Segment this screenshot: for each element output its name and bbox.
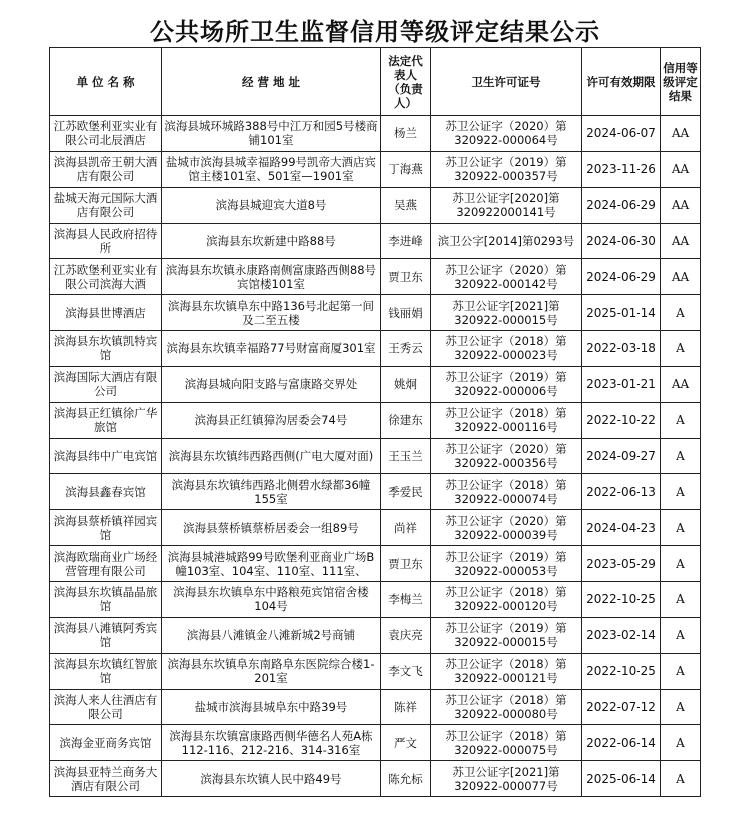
cell-unit: 江苏欧堡利亚实业有限公司滨海大酒 xyxy=(50,259,162,295)
header-unit-name: 单 位 名 称 xyxy=(50,48,162,116)
cell-address: 滨海县东坎镇人民中路49号 xyxy=(162,761,381,797)
cell-valid: 2022-10-25 xyxy=(582,653,661,689)
cell-grade: A xyxy=(661,438,701,474)
header-credit-grade: 信用等级评定结果 xyxy=(661,48,701,116)
cell-license: 苏卫公证字（2020）第320922-000064号 xyxy=(431,116,582,152)
cell-unit: 滨海欧瑞商业广场经营管理有限公司 xyxy=(50,546,162,582)
cell-address: 盐城市滨海县城阜东中路39号 xyxy=(162,689,381,725)
cell-grade: AA xyxy=(661,187,701,223)
page-title: 公共场所卫生监督信用等级评定结果公示 xyxy=(150,18,600,46)
table-row xyxy=(50,689,701,725)
cell-address: 滨海县城迎宾大道8号 xyxy=(162,187,381,223)
cell-grade: A xyxy=(661,581,701,617)
cell-unit: 滨海县蔡桥镇祥园宾馆 xyxy=(50,510,162,546)
cell-rep: 尚祥 xyxy=(381,510,431,546)
cell-valid: 2023-02-14 xyxy=(582,617,661,653)
cell-rep: 杨兰 xyxy=(381,116,431,152)
cell-rep: 陈允标 xyxy=(381,761,431,797)
cell-address: 滨海县八滩镇金八滩新城2号商铺 xyxy=(162,617,381,653)
cell-valid: 2022-06-14 xyxy=(582,725,661,761)
cell-valid: 2023-01-21 xyxy=(582,366,661,402)
cell-unit: 滨海金亚商务宾馆 xyxy=(50,725,162,761)
cell-license: 滨卫公字[2014]第0293号 xyxy=(431,223,582,259)
cell-grade: A xyxy=(661,725,701,761)
table-row xyxy=(50,187,701,223)
cell-address: 滨海县东坎新建中路88号 xyxy=(162,223,381,259)
cell-license: 苏卫公证字（2019）第320922-000015号 xyxy=(431,617,582,653)
cell-rep: 陈祥 xyxy=(381,689,431,725)
cell-grade: AA xyxy=(661,151,701,187)
table-row xyxy=(50,546,701,582)
table-row xyxy=(50,295,701,331)
cell-address: 滨海县城港城路99号欧堡利亚商业广场B幢103室、104室、110室、111室、 xyxy=(162,546,381,582)
table-row xyxy=(50,617,701,653)
cell-license: 苏卫公证字（2018）第320922-000075号 xyxy=(431,725,582,761)
cell-grade: A xyxy=(661,617,701,653)
cell-rep: 袁庆亮 xyxy=(381,617,431,653)
cell-valid: 2023-05-29 xyxy=(582,546,661,582)
cell-grade: A xyxy=(661,689,701,725)
cell-address: 滨海县东坎镇阜东中路粮苑宾馆宿舍楼104号 xyxy=(162,581,381,617)
table-row xyxy=(50,223,701,259)
cell-address: 滨海县蔡桥镇蔡桥居委会一组89号 xyxy=(162,510,381,546)
cell-rep: 王秀云 xyxy=(381,331,431,367)
cell-valid: 2024-04-23 xyxy=(582,510,661,546)
table-row xyxy=(50,259,701,295)
cell-address: 滨海县东坎镇阜东南路阜东医院综合楼1-201室 xyxy=(162,653,381,689)
cell-address: 滨海县城环城路388号中江万和园5号楼商铺101室 xyxy=(162,116,381,152)
cell-address: 滨海县正红镇獐沟居委会74号 xyxy=(162,402,381,438)
cell-rep: 贾卫东 xyxy=(381,546,431,582)
cell-license: 苏卫公证字（2019）第320922-000053号 xyxy=(431,546,582,582)
cell-valid: 2022-03-18 xyxy=(582,331,661,367)
cell-valid: 2024-06-29 xyxy=(582,187,661,223)
cell-rep: 徐建东 xyxy=(381,402,431,438)
cell-grade: AA xyxy=(661,366,701,402)
cell-valid: 2022-07-12 xyxy=(582,689,661,725)
cell-rep: 丁海燕 xyxy=(381,151,431,187)
cell-address: 滨海县东坎镇纬西路西侧(广电大厦对面) xyxy=(162,438,381,474)
cell-license: 苏卫公证字（2019）第320922-000006号 xyxy=(431,366,582,402)
cell-grade: A xyxy=(661,295,701,331)
cell-license: 苏卫公证字（2018）第320922-000023号 xyxy=(431,331,582,367)
cell-unit: 滨海县亚特兰商务大酒店有限公司 xyxy=(50,761,162,797)
cell-grade: AA xyxy=(661,259,701,295)
cell-address: 盐城市滨海县城幸福路99号凯帝大酒店宾馆主楼101室、501室—1901室 xyxy=(162,151,381,187)
cell-grade: A xyxy=(661,402,701,438)
cell-unit: 滨海人来人往酒店有限公司 xyxy=(50,689,162,725)
cell-valid: 2022-06-13 xyxy=(582,474,661,510)
cell-grade: AA xyxy=(661,223,701,259)
cell-unit: 滨海县东坎镇凯特宾馆 xyxy=(50,331,162,367)
cell-rep: 姚炯 xyxy=(381,366,431,402)
cell-rep: 李文飞 xyxy=(381,653,431,689)
cell-address: 滨海县东坎镇富康路西侧华德名人苑A栋112-116、212-216、314-316室 xyxy=(162,725,381,761)
cell-license: 苏卫公证字（2018）第320922-000120号 xyxy=(431,581,582,617)
cell-rep: 王玉兰 xyxy=(381,438,431,474)
header-license: 卫生许可证号 xyxy=(431,48,582,116)
cell-license: 苏卫公证字[2021]第320922-000015号 xyxy=(431,295,582,331)
cell-unit: 滨海国际大酒店有限公司 xyxy=(50,366,162,402)
cell-grade: A xyxy=(661,510,701,546)
cell-license: 苏卫公证字（2020）第320922-000039号 xyxy=(431,510,582,546)
cell-license: 苏卫公证字（2020）第320922-000356号 xyxy=(431,438,582,474)
cell-rep: 李梅兰 xyxy=(381,581,431,617)
cell-rep: 贾卫东 xyxy=(381,259,431,295)
table-row xyxy=(50,474,701,510)
cell-grade: A xyxy=(661,546,701,582)
cell-valid: 2022-10-22 xyxy=(582,402,661,438)
table-row xyxy=(50,761,701,797)
cell-license: 苏卫公证字（2018）第320922-000121号 xyxy=(431,653,582,689)
table-row xyxy=(50,581,701,617)
cell-rep: 钱丽娟 xyxy=(381,295,431,331)
cell-rep: 季爱民 xyxy=(381,474,431,510)
cell-unit: 滨海县东坎镇晶晶旅馆 xyxy=(50,581,162,617)
cell-unit: 滨海县世博酒店 xyxy=(50,295,162,331)
cell-unit: 滨海县纬中广电宾馆 xyxy=(50,438,162,474)
cell-license: 苏卫公证字（2018）第320922-000074号 xyxy=(431,474,582,510)
cell-license: 苏卫公证字（2019）第320922-000357号 xyxy=(431,151,582,187)
cell-rep: 吴燕 xyxy=(381,187,431,223)
table-row xyxy=(50,151,701,187)
header-valid-until: 许可有效期限 xyxy=(582,48,661,116)
cell-valid: 2023-11-26 xyxy=(582,151,661,187)
cell-unit: 江苏欧堡利亚实业有限公司北辰酒店 xyxy=(50,116,162,152)
cell-unit: 滨海县人民政府招待所 xyxy=(50,223,162,259)
cell-rep: 李进峰 xyxy=(381,223,431,259)
cell-license: 苏卫公证字（2018）第320922-000080号 xyxy=(431,689,582,725)
cell-unit: 滨海县八滩镇阿秀宾馆 xyxy=(50,617,162,653)
cell-address: 滨海县东坎镇纬西路北侧碧水绿都36幢155室 xyxy=(162,474,381,510)
table-row xyxy=(50,510,701,546)
table-row xyxy=(50,366,701,402)
cell-rep: 严文 xyxy=(381,725,431,761)
cell-valid: 2024-06-30 xyxy=(582,223,661,259)
header-address: 经 营 地 址 xyxy=(162,48,381,116)
cell-address: 滨海县城向阳支路与富康路交界处 xyxy=(162,366,381,402)
cell-unit: 滨海县凯帝王朝大酒店有限公司 xyxy=(50,151,162,187)
table-row xyxy=(50,331,701,367)
cell-license: 苏卫公证字[2021]第320922-000077号 xyxy=(431,761,582,797)
cell-valid: 2025-01-14 xyxy=(582,295,661,331)
header-legal-rep: 法定代表人（负责人） xyxy=(381,48,431,116)
cell-address: 滨海县东坎镇阜东中路136号北起第一间及二至五楼 xyxy=(162,295,381,331)
cell-license: 苏卫公证字（2018）第320922-000116号 xyxy=(431,402,582,438)
cell-valid: 2024-06-07 xyxy=(582,116,661,152)
cell-unit: 滨海县东坎镇红智旅馆 xyxy=(50,653,162,689)
cell-valid: 2025-06-14 xyxy=(582,761,661,797)
table-header-row xyxy=(50,48,701,116)
cell-grade: A xyxy=(661,474,701,510)
cell-address: 滨海县东坎镇幸福路77号财富商厦301室 xyxy=(162,331,381,367)
table-row xyxy=(50,438,701,474)
cell-unit: 盐城天海元国际大酒店有限公司 xyxy=(50,187,162,223)
cell-valid: 2024-06-29 xyxy=(582,259,661,295)
cell-valid: 2024-09-27 xyxy=(582,438,661,474)
table-row xyxy=(50,402,701,438)
table-row xyxy=(50,653,701,689)
cell-address: 滨海县东坎镇永康路南侧富康路西侧88号宾馆楼101室 xyxy=(162,259,381,295)
cell-license: 苏卫公证字（2020）第320922-000142号 xyxy=(431,259,582,295)
results-table xyxy=(49,47,701,797)
cell-valid: 2022-10-25 xyxy=(582,581,661,617)
cell-grade: AA xyxy=(661,116,701,152)
cell-grade: A xyxy=(661,761,701,797)
cell-license: 苏卫公证字[2020]第320922000141号 xyxy=(431,187,582,223)
cell-unit: 滨海县鑫春宾馆 xyxy=(50,474,162,510)
cell-grade: A xyxy=(661,653,701,689)
table-row xyxy=(50,116,701,152)
cell-unit: 滨海县正红镇徐广华旅馆 xyxy=(50,402,162,438)
table-row xyxy=(50,725,701,761)
cell-grade: A xyxy=(661,331,701,367)
